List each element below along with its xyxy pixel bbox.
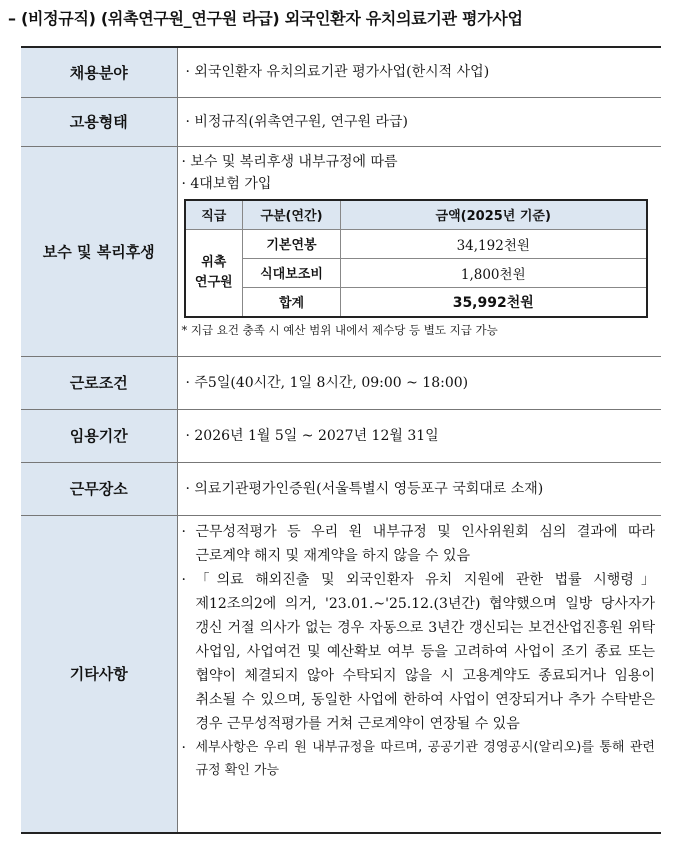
- value-employment: · 비정규직(위촉연구원, 연구원 라급): [185, 113, 409, 130]
- row-field: [21, 47, 661, 97]
- pay-header-item: 구분(연간): [243, 200, 341, 230]
- pay-amount-total: 35,992천원: [341, 287, 647, 317]
- job-info-table: [21, 46, 661, 834]
- pay-amount-meal: 1,800천원: [341, 258, 647, 287]
- pay-table: [184, 199, 648, 318]
- pay-bullet-2: · 4대보험 가입: [181, 175, 272, 192]
- pay-item-total: 합계: [243, 287, 341, 317]
- pay-amount-base: 34,192천원: [341, 229, 647, 258]
- value-period: · 2026년 1월 5일 ~ 2027년 12월 31일: [185, 427, 439, 444]
- bullet-dot-icon: ·: [181, 739, 186, 756]
- row-pay: [21, 146, 661, 356]
- etc-text-3: 세부사항은 우리 원 내부규정을 따르며, 공공기관 경영공시(알리오)를 통해 관련 규정 확인 가능: [195, 739, 655, 778]
- label-period: 임용기간: [21, 409, 177, 462]
- label-conditions: 근로조건: [21, 356, 177, 409]
- pay-header-amount: 금액(2025년 기준): [341, 200, 647, 230]
- bullet-dot-icon: ·: [181, 571, 186, 588]
- pay-position: 위촉 연구원: [185, 229, 243, 317]
- label-field: 채용분야: [21, 47, 177, 97]
- etc-item-3: [182, 736, 656, 782]
- etc-item-2: [182, 568, 656, 736]
- value-location: · 의료기관평가인증원(서울특별시 영등포구 국회대로 소재): [185, 480, 544, 497]
- pay-item-base: 기본연봉: [243, 229, 341, 258]
- label-employment: 고용형태: [21, 97, 177, 146]
- row-conditions: [21, 356, 661, 409]
- label-etc: 기타사항: [21, 515, 177, 833]
- label-pay: 보수 및 복리후생: [21, 146, 177, 356]
- etc-item-1: [182, 520, 656, 568]
- etc-text-1: 근무성적평가 등 우리 원 내부규정 및 인사위원회 심의 결과에 따라 근로계약 해지 및 재계약을 하지 않을 수 있음: [195, 523, 655, 564]
- bullet-dot-icon: ·: [181, 523, 186, 540]
- row-etc: [21, 515, 661, 833]
- page-heading: – (비정규직) (위촉연구원_연구원 라급) 외국인환자 유치의료기관 평가사업: [8, 9, 523, 28]
- label-location: 근무장소: [21, 462, 177, 515]
- pay-bullet-1: · 보수 및 복리후생 내부규정에 따름: [181, 153, 398, 170]
- row-location: [21, 462, 661, 515]
- row-period: [21, 409, 661, 462]
- row-employment: [21, 97, 661, 146]
- etc-text-2: 「의료 해외진출 및 외국인환자 유치 지원에 관한 법률 시행령」 제12조의2에 의거, '23.01.~'25.12.(3년간) 협약했으며 일방 당사자가 갱신 거절 의사가 없는 경우 자동으로 3년간 갱신되는 보건산업진흥원 위탁 사업임, 사업여건 및 예산확보 여부 등을 고려하여 사업이 조기 종료 또는 협약이 체결되지 않아 수탁되지 않을 시 고용계약도 종료되거나 임용이 취소될 수 있으며, 동일한 사업에 한하여 사업이 연장되거나 추가 수탁받은 경우 근무성적평가를 거쳐 근로계약이 연장될 수 있음: [195, 571, 655, 732]
- pay-note: * 지급 요건 충족 시 예산 범위 내에서 제수당 등 별도 지급 가능: [181, 322, 498, 337]
- pay-item-meal: 식대보조비: [243, 258, 341, 287]
- value-field: · 외국인환자 유치의료기관 평가사업(한시적 사업): [185, 64, 490, 81]
- value-conditions: · 주5일(40시간, 1일 8시간, 09:00 ~ 18:00): [185, 374, 469, 391]
- pay-header-position: 직급: [185, 200, 243, 230]
